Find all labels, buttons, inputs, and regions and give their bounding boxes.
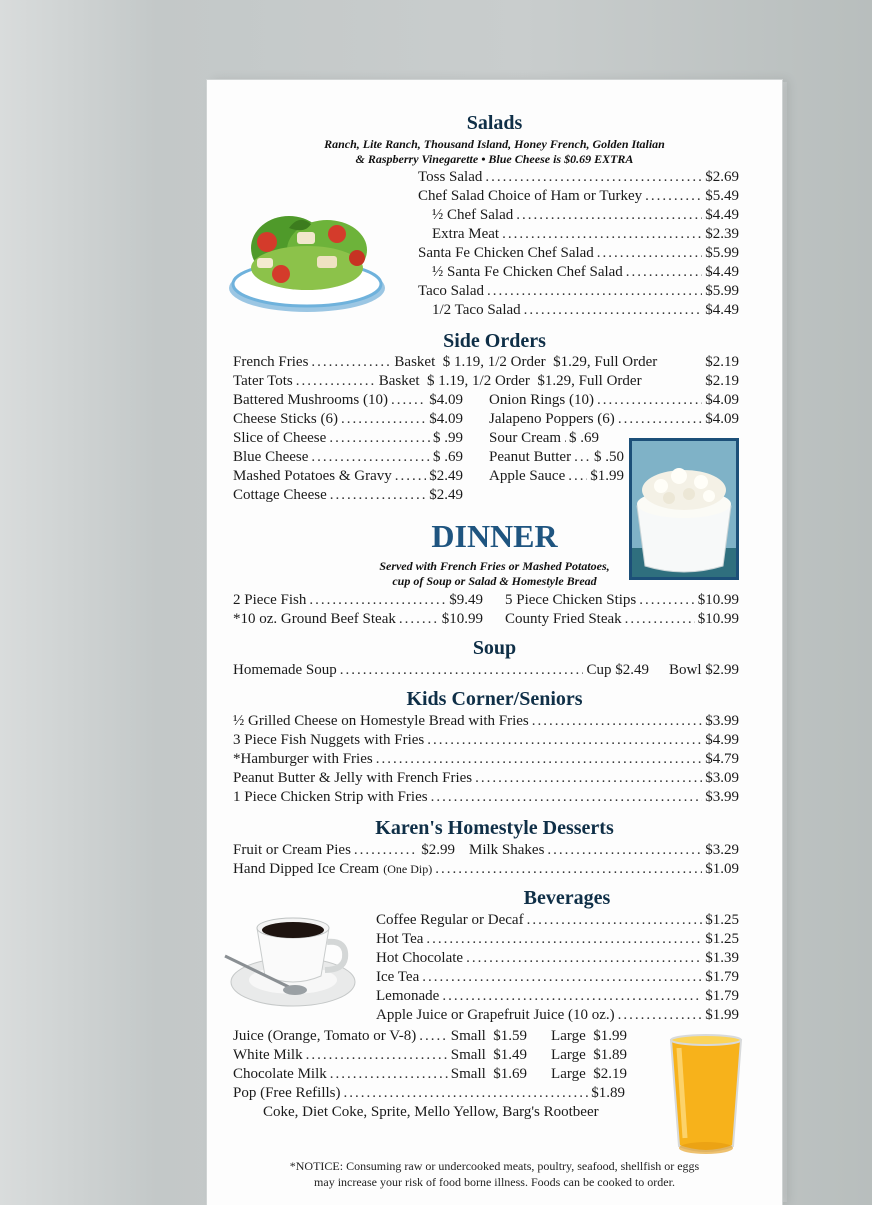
dinner-heading: DINNER [431,518,558,554]
soup-name: Homemade Soup [233,662,337,678]
leader-dots [618,410,702,429]
item-price: $4.49 [705,207,739,223]
pop-row [233,1084,625,1103]
beverage-sized-item [233,1065,627,1084]
leader-dots [399,610,439,629]
dinner-item [233,591,483,610]
item-price: $3.99 [705,713,739,729]
item-price: $2.19 [705,354,739,370]
dessert-price: $2.99 [421,842,455,858]
item-name: Peanut Butter [489,449,572,465]
side-order-item [233,353,739,372]
item-name: Slice of Cheese [233,430,327,446]
item-name: Mashed Potatoes & Gravy [233,468,392,484]
salad-item [432,225,739,244]
salads-dressing-line-2: & Raspberry Vinegarette • Blue Cheese is $0.69 EXTRA [355,152,634,166]
dessert-row [233,860,739,879]
leader-dots [395,467,427,486]
item-name: Jalapeno Poppers (6) [489,411,615,427]
item-name: Ice Tea [376,969,420,985]
leader-dots [330,486,427,505]
item-price: $4.49 [705,264,739,280]
beverage-sized-item [233,1027,627,1046]
item-name: ½ Santa Fe Chicken Chef Salad [432,264,623,280]
item-options: Basket $ 1.19, 1/2 Order $1.29, Full Order [394,354,658,370]
pop-flavors [263,1103,599,1122]
dinner-note-line-1: Served with French Fries or Mashed Potatoes, [379,559,610,573]
item-name: Sour Cream [489,430,562,446]
leader-dots [311,353,391,372]
item-name: Peanut Butter & Jelly with French Fries [233,770,473,786]
leader-dots [532,712,702,731]
leader-dots [343,1084,588,1103]
small-price: Small $1.69 [450,1066,528,1082]
soup-row [233,661,739,680]
kids-item [233,750,739,769]
leader-dots [516,206,702,225]
item-name: 5 Piece Chicken Stips [505,592,637,608]
small-price: Small $1.49 [450,1047,528,1063]
beverage-item [376,968,739,987]
item-price: $ .99 [433,430,463,446]
item-name: Apple Sauce [489,468,566,484]
beverage-item [376,911,739,930]
beverage-item [376,930,739,949]
side-order-item [233,429,463,448]
item-price: $10.99 [697,592,739,608]
kids-item [233,731,739,750]
leader-dots [564,429,566,448]
leader-dots [487,282,702,301]
item-price: $10.99 [697,611,739,627]
salad-item [432,301,739,320]
leader-dots [426,930,702,949]
leader-dots [574,448,591,467]
dessert-qualifier: (One Dip) [383,862,433,876]
beverage-price: $1.89 [591,1085,625,1101]
dessert-row [469,841,739,860]
item-name: 1/2 Taco Salad [432,302,521,318]
item-name: Cheese Sticks (6) [233,411,338,427]
side-order-item [233,410,463,429]
item-name: *10 oz. Ground Beef Steak [233,611,396,627]
notice-line-1: *NOTICE: Consuming raw or undercooked meats, poultry, seafood, shellfish or eggs [289,1159,700,1173]
leader-dots [309,591,446,610]
leader-dots [311,448,430,467]
leader-dots [475,769,702,788]
item-name: Extra Meat [432,226,500,242]
leader-dots [524,301,703,320]
item-price: $2.49 [429,468,463,484]
leader-dots [618,1006,703,1025]
leader-dots [626,263,702,282]
leader-dots [354,841,418,860]
large-price: Large $2.19 [551,1066,627,1082]
large-price: Large $1.89 [551,1047,627,1063]
dinner-note-line-2: cup of Soup or Salad & Homestyle Bread [392,574,597,588]
soup-cup-price: Cup $2.49 [586,662,649,678]
leader-dots [329,429,430,448]
item-name: Tater Tots [233,373,293,389]
leader-dots [340,661,584,680]
item-price: $5.49 [705,188,739,204]
kids-seniors-heading: Kids Corner/Seniors [406,688,583,710]
item-price: $1.25 [705,931,739,947]
item-price: $3.99 [705,789,739,805]
side-order-item [233,448,463,467]
item-name: Onion Rings (10) [489,392,594,408]
leader-dots [427,731,702,750]
side-order-item [489,429,599,448]
beverage-item [376,1006,739,1025]
item-price: $4.49 [705,302,739,318]
item-price: $ .50 [594,449,624,465]
beverages-heading: Beverages [523,887,611,909]
side-order-item [489,448,624,467]
item-price: $5.99 [705,245,739,261]
item-price: $1.39 [705,950,739,966]
item-name: *Hamburger with Fries [233,751,373,767]
beverage-sized-item [233,1046,627,1065]
item-options: Basket $ 1.19, 1/2 Order $1.29, Full Order [378,373,642,389]
leader-dots [645,187,702,206]
item-name: Blue Cheese [233,449,309,465]
item-name: 3 Piece Fish Nuggets with Fries [233,732,425,748]
item-name: Chocolate Milk [233,1066,327,1082]
side-order-item [233,467,463,486]
soup-bowl-price: Bowl $2.99 [668,662,739,678]
item-name: Coffee Regular or Decaf [376,912,524,928]
item-price: $4.09 [429,411,463,427]
leader-dots [485,168,702,187]
item-price: $10.99 [441,611,483,627]
kids-item [233,788,739,807]
leader-dots [442,987,702,1006]
food-safety-notice [207,1158,782,1190]
item-price: $4.09 [429,392,463,408]
item-name: Taco Salad [418,283,485,299]
item-name: Lemonade [376,988,440,1004]
leader-dots [639,591,695,610]
beverage-item [376,987,739,1006]
item-name: Santa Fe Chicken Chef Salad [418,245,594,261]
leader-dots [597,391,702,410]
side-order-item [489,410,739,429]
leader-dots [625,610,695,629]
large-price: Large $1.99 [551,1028,627,1044]
side-order-item [489,467,624,486]
item-price: $ .69 [569,430,599,446]
kids-item [233,769,739,788]
salad-item [418,244,739,263]
item-name: Juice (Orange, Tomato or V-8) [233,1028,417,1044]
salad-item [418,168,739,187]
salad-item [432,206,739,225]
item-price: $ .69 [433,449,463,465]
item-name: Hot Chocolate [376,950,464,966]
beverage-name: Pop (Free Refills) [233,1085,341,1101]
salads-dressing-line-1: Ranch, Lite Ranch, Thousand Island, Honey French, Golden Italian [324,137,665,151]
item-name: French Fries [233,354,309,370]
item-name: Toss Salad [418,169,483,185]
item-name: Apple Juice or Grapefruit Juice (10 oz.) [376,1007,615,1023]
dinner-item [505,591,739,610]
salad-item [432,263,739,282]
leader-dots [466,949,702,968]
leader-dots [330,1065,448,1084]
item-price: $1.79 [705,969,739,985]
leader-dots [547,841,702,860]
item-price: $1.79 [705,988,739,1004]
leader-dots [431,788,703,807]
leader-dots [597,244,702,263]
item-name: ½ Chef Salad [432,207,514,223]
item-price: $4.09 [705,392,739,408]
item-name: White Milk [233,1047,303,1063]
salad-bowl-photo [219,188,399,318]
leader-dots [527,911,703,930]
kids-item [233,712,739,731]
leader-dots [376,750,703,769]
item-name: 2 Piece Fish [233,592,307,608]
item-price: $9.49 [449,592,483,608]
notice-line-2: may increase your risk of food borne illness. Foods can be cooked to order. [314,1175,675,1189]
item-price: $2.49 [429,487,463,503]
item-price: $4.99 [705,732,739,748]
item-price: $2.39 [705,226,739,242]
soup-heading: Soup [472,637,517,659]
item-price: $1.99 [590,468,624,484]
item-name: 1 Piece Chicken Strip with Fries [233,789,428,805]
item-name: Cottage Cheese [233,487,327,503]
small-price: Small $1.59 [450,1028,528,1044]
salad-item [418,282,739,301]
leader-dots [568,467,587,486]
desserts-heading: Karen's Homestyle Desserts [375,817,614,839]
item-name: ½ Grilled Cheese on Homestyle Bread with Fries [233,713,529,729]
item-name: Hot Tea [376,931,424,947]
item-price: $2.69 [705,169,739,185]
item-price: $1.99 [705,1007,739,1023]
leader-dots [296,372,376,391]
side-order-item [233,486,463,505]
leader-dots [341,410,426,429]
coffee-cup-photo [221,902,361,1014]
dessert-price: $1.09 [705,861,739,877]
item-price: $4.09 [705,411,739,427]
item-price: $3.09 [705,770,739,786]
leader-dots [435,860,702,879]
side-order-item [233,372,739,391]
item-price: $4.79 [705,751,739,767]
dessert-name: Fruit or Cream Pies [233,842,351,858]
orange-juice-glass-photo [667,1034,745,1158]
dinner-item [233,610,483,629]
item-price: $1.25 [705,912,739,928]
dessert-row [233,841,455,860]
item-name: County Fried Steak [505,611,622,627]
leader-dots [422,968,702,987]
item-price: $2.19 [705,373,739,389]
item-name: Chef Salad Choice of Ham or Turkey [418,188,643,204]
pop-flavors-text: Coke, Diet Coke, Sprite, Mello Yellow, Barg's Rootbeer [263,1104,599,1120]
item-price: $5.99 [705,283,739,299]
leader-dots [391,391,426,410]
item-name: Battered Mushrooms (10) [233,392,388,408]
salads-heading: Salads [466,112,523,134]
side-orders-heading: Side Orders [443,330,546,352]
side-order-item [489,391,739,410]
menu-page [207,80,782,1205]
dessert-name: Hand Dipped Ice Cream [233,861,380,877]
dessert-name: Milk Shakes [469,842,545,858]
salad-item [418,187,739,206]
side-order-item [233,391,463,410]
beverage-item [376,949,739,968]
leader-dots [306,1046,448,1065]
dinner-item [505,610,739,629]
dessert-price: $3.29 [705,842,739,858]
leader-dots [502,225,702,244]
leader-dots [419,1027,448,1046]
